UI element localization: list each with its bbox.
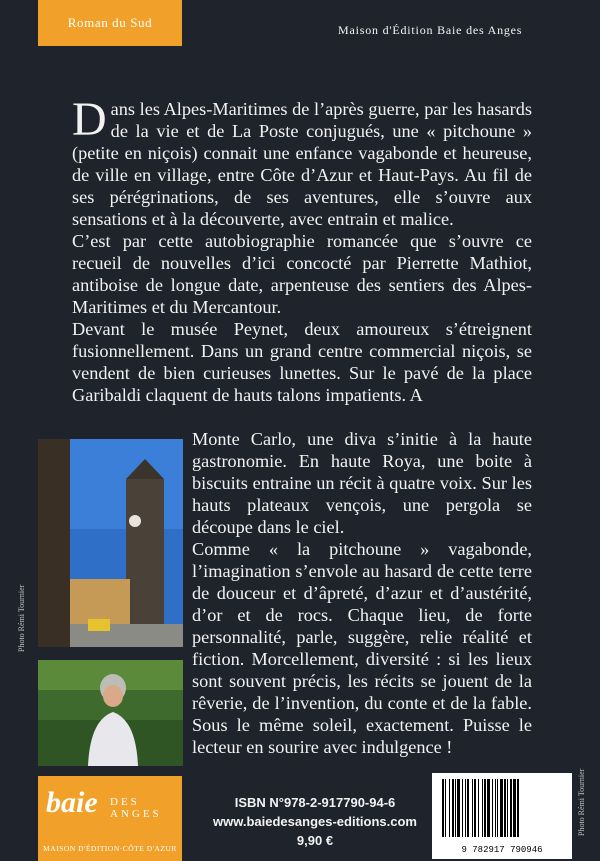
barcode-number: 9 782917 790946 [461,845,543,855]
publisher-name: Maison d'Édition Baie des Anges [338,23,523,37]
series-banner [38,0,182,46]
paragraph-2: C’est par cette autobiographie romancée que s’ouvre ce recueil de nouvelles d’ici concocté par Pierrette Mathiot, antiboise de longue date, arpenteuse des sentiers des Alpes-Maritimes et du Mercantour. [72,231,532,317]
paragraph-3: Devant le musée Peynet, deux amoureux s’étreignent fusionnellement. Dans un grand centre commercial niçois, se vendent de bien curieuses lunettes. Sur le pavé de la place Garibaldi claquent de hauts talons impatients. A [72,319,532,405]
photo-credit-2: Photo Rémi Tournier [577,768,586,836]
isbn-block [200,793,430,850]
publisher-logo [38,776,182,861]
photo-bell-tower [38,439,183,647]
drop-cap: D [72,93,107,146]
price: 9,90 € [296,833,334,848]
website: www.baiedesanges-editions.com [213,814,417,829]
logo-word: baie [46,786,98,819]
paragraph-4: Monte Carlo, une diva s’initie à la haute gastronomie. En haute Roya, une boite à biscuits entraine un récit à quatre voix. Sur les hauts plateaux vençois, une pergola se découpe dans le ciel. [192,429,532,537]
back-cover-text-right [192,428,532,758]
paragraph-1: Dans les Alpes-Maritimes de l’après guerre, par les hasards de la vie et de La Poste conjugués, une « pitchoune » (petite en niçois) connait une enfance vagabonde et heureuse, de ville en village, entre Côte d’Azur et Haut-Pays. Au fil de ses pérégrinations, de ses aventures, elle s’ouvre aux sensations et à la découverte, avec entrain et malice. [72,93,532,229]
barcode [432,773,572,859]
photo-author [38,660,183,766]
barcode-bars [432,773,572,843]
series-label: Roman du Sud [67,15,153,30]
paragraph-5: Comme « la pitchoune » vagabonde, l’imagination s’envole au hasard de cette terre de douceur et d’âpreté, d’azur et d’austérité, d’or et de rocs. Chaque lieu, de forte personnalité, parle, suggère, relie réalité et fiction. Morcellement, diversité : si les lieux sont souvent précis, les récits se jouent de la rêverie, de l’invention, du conte et de la fable. Sous le même soleil, exactement. Puisse le lecteur en sourire avec indulgence ! [192,539,532,757]
logo-subword: DES ANGES [110,796,162,820]
photo-credit-1: Photo Rémi Tournier [17,584,26,652]
back-cover-text [72,93,532,406]
isbn: ISBN N°978-2-917790-94-6 [234,795,396,810]
logo-footer: MAISON D'ÉDITION·CÔTE D'AZUR [43,844,177,853]
